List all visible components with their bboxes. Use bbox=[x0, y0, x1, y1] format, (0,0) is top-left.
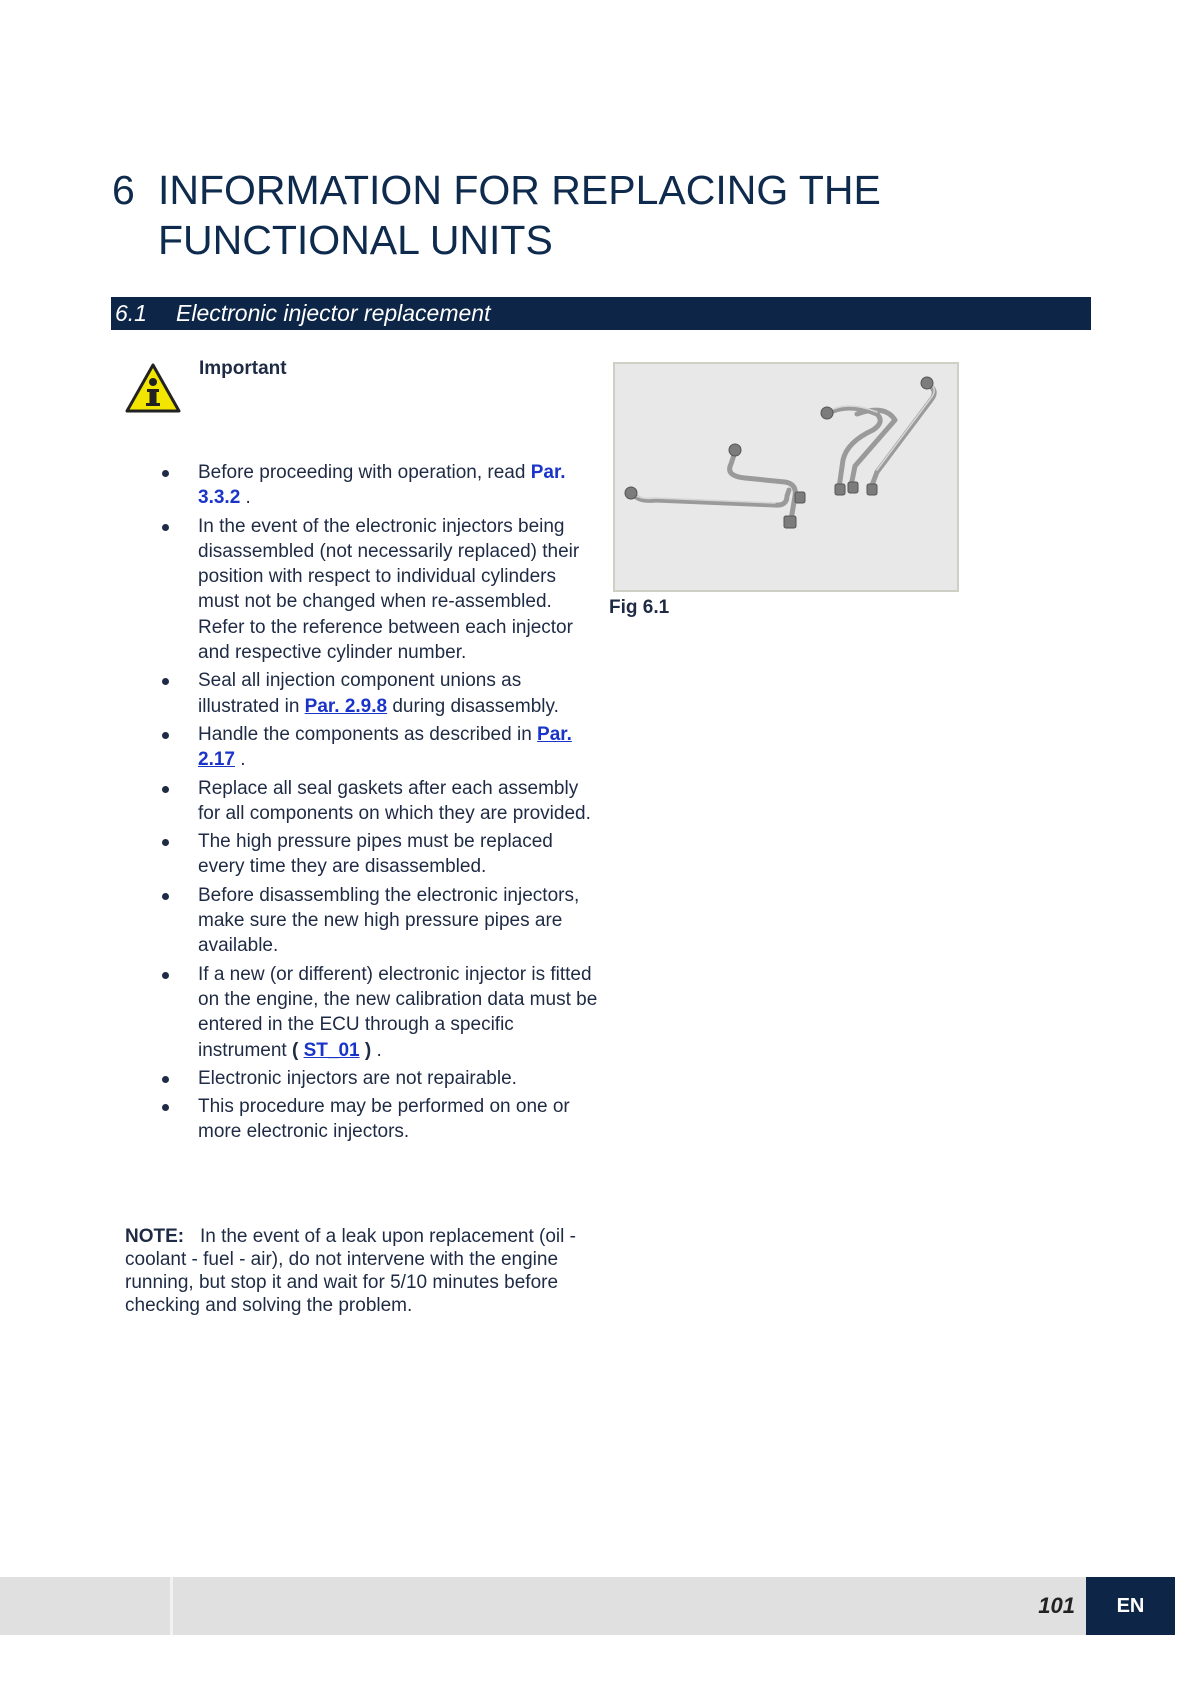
list-item bbox=[0, 668, 600, 719]
list-item-text: The high pressure pipes must be replaced every time they are disassembled. bbox=[198, 831, 553, 878]
list-item bbox=[0, 829, 600, 880]
paren-open: ( bbox=[291, 1039, 304, 1061]
bullet-dot bbox=[162, 678, 169, 685]
par-2-9-8-link[interactable]: Par. 2.9.8 bbox=[304, 695, 388, 717]
list-item-text: . bbox=[371, 1039, 382, 1061]
bullet-dot bbox=[162, 839, 169, 846]
list-item-text: If a new (or different) electronic injector is fitted on the engine, the new calibration data must be entered in the ECU through a specific instrument bbox=[198, 963, 598, 1061]
footer-divider bbox=[170, 1577, 173, 1635]
list-item-text: . bbox=[240, 487, 251, 509]
list-item-text: Seal all injection component unions as illustrated in bbox=[198, 670, 522, 717]
list-item bbox=[0, 962, 600, 1063]
list-item-text: Handle the components as described in bbox=[198, 723, 538, 745]
important-label: Important bbox=[199, 358, 287, 379]
bullet-dot bbox=[162, 893, 169, 900]
bullet-dot bbox=[162, 732, 169, 739]
par-2-17-link[interactable]: Par. 2.17 bbox=[198, 723, 572, 771]
list-item bbox=[0, 1066, 600, 1091]
bullet-dot bbox=[162, 786, 169, 793]
note-text: In the event of a leak upon replacement (oil - coolant - fuel - air), do not intervene with the engine running, but stop it and wait for 5/10 minutes before checking and solving the problem. bbox=[125, 1226, 576, 1316]
list-item-text: In the event of the electronic injectors being disassembled (not necessarily replaced) their position with respect to individual cylinders must not be changed when re-assembled. Refer to the reference between each injector and respective cylinder number. bbox=[198, 515, 580, 664]
list-item bbox=[0, 883, 600, 959]
section-title: Electronic injector replacement bbox=[176, 300, 491, 326]
note-paragraph bbox=[125, 1225, 585, 1317]
high-pressure-pipes-illustration bbox=[615, 364, 957, 590]
list-item-text: Before proceeding with operation, read bbox=[198, 462, 531, 483]
bullet-dot bbox=[162, 1104, 169, 1111]
info-warning-icon bbox=[124, 362, 182, 414]
paren-close: ) bbox=[359, 1039, 372, 1061]
list-item-text: Before disassembling the electronic injectors, make sure the new high pressure pipes are available. bbox=[198, 884, 580, 957]
list-item bbox=[0, 514, 600, 666]
page-footer bbox=[0, 1577, 1175, 1635]
bullet-dot bbox=[162, 524, 169, 531]
section-number: 6.1 bbox=[115, 300, 147, 326]
list-item bbox=[0, 460, 600, 511]
chapter-number: 6 bbox=[112, 167, 135, 213]
list-item bbox=[0, 722, 600, 773]
par-3-3-2-link[interactable]: Par. 3.3.2 bbox=[198, 462, 566, 509]
list-item-text: Replace all seal gaskets after each assembly for all components on which they are provided. bbox=[198, 777, 591, 824]
language-badge: EN bbox=[1086, 1577, 1175, 1635]
list-item-text: This procedure may be performed on one or more electronic injectors. bbox=[198, 1096, 570, 1143]
list-item-text: during disassembly. bbox=[387, 695, 559, 717]
figure-caption: Fig 6.1 bbox=[609, 597, 670, 618]
chapter-title-text: INFORMATION FOR REPLACING THE FUNCTIONAL UNITS bbox=[158, 167, 881, 263]
list-item bbox=[0, 1094, 600, 1145]
list-item-text: Electronic injectors are not repairable. bbox=[198, 1067, 517, 1089]
bullet-dot bbox=[162, 972, 169, 979]
bullet-dot bbox=[162, 470, 169, 477]
figure-image bbox=[613, 362, 959, 592]
list-item-text: . bbox=[234, 749, 246, 771]
section-heading bbox=[111, 297, 1091, 330]
page-number: 101 bbox=[1038, 1593, 1075, 1618]
instruction-list bbox=[0, 460, 600, 1148]
note-label: NOTE: bbox=[125, 1226, 185, 1247]
st-01-link[interactable]: ST_01 bbox=[303, 1039, 360, 1061]
chapter-title bbox=[112, 165, 1012, 265]
list-item bbox=[0, 776, 600, 827]
bullet-dot bbox=[162, 1076, 169, 1083]
